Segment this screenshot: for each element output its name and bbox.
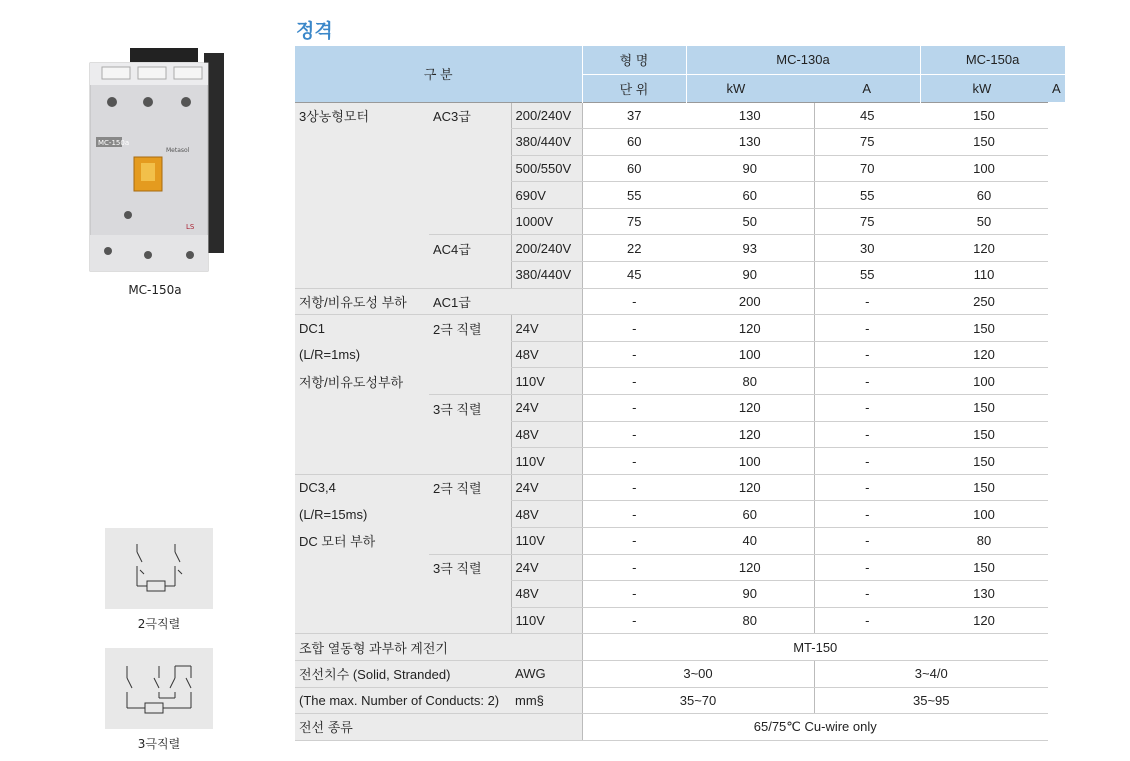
row-voltage: 24V [511, 474, 582, 501]
table-row [295, 528, 1065, 555]
value-a-150: 150 [920, 102, 1048, 129]
row-voltage: 110V [511, 528, 582, 555]
section-heading: 정격 [296, 20, 333, 42]
row-category: (L/R=15ms) [295, 501, 429, 528]
value-a-150: 250 [920, 288, 1048, 315]
header-unit-a-1: A [814, 74, 920, 102]
row-category [295, 448, 429, 475]
header-unit-kw-2: kW [920, 74, 1048, 102]
row-class [429, 262, 511, 289]
value-a-150: 100 [920, 368, 1048, 395]
value-kw-150: - [814, 554, 920, 581]
value-a-150: 100 [920, 501, 1048, 528]
row-voltage: 200/240V [511, 235, 582, 262]
row-voltage: 380/440V [511, 262, 582, 289]
table-row [295, 581, 1065, 608]
header-category: 구 분 [295, 46, 582, 102]
value-a-150: 100 [920, 155, 1048, 182]
row-category: (L/R=1ms) [295, 341, 429, 368]
value-kw-130: 45 [582, 262, 686, 289]
value-a-130: 120 [686, 554, 814, 581]
value-kw-150: - [814, 421, 920, 448]
row-category [295, 155, 429, 182]
value-a-150: 150 [920, 395, 1048, 422]
table-row [295, 235, 1065, 262]
value-a-150: 130 [920, 581, 1048, 608]
row-category: DC3,4 [295, 474, 429, 501]
row-voltage: 24V [511, 395, 582, 422]
product-brand-text: Metasol [166, 147, 190, 154]
table-row [295, 607, 1065, 634]
three-pole-series-diagram [105, 648, 213, 729]
value-kw-150: - [814, 528, 920, 555]
wire-size-note: (The max. Number of Conducts: 2) [295, 687, 511, 714]
header-unit-kw-1: kW [686, 74, 814, 102]
value-kw-150: 45 [814, 102, 920, 129]
value-a-130: 120 [686, 395, 814, 422]
table-row [295, 262, 1065, 289]
value-a-130: 200 [686, 288, 814, 315]
row-class [429, 607, 511, 634]
row-category: 저항/비유도성부하 [295, 368, 429, 395]
value-kw-150: - [814, 581, 920, 608]
row-category [295, 208, 429, 235]
rating-spec-table [295, 46, 1065, 741]
value-kw-150: 75 [814, 129, 920, 156]
row-class [429, 182, 511, 209]
value-a-130: 120 [686, 315, 814, 342]
table-row [295, 208, 1065, 235]
relay-row [295, 634, 1065, 661]
table-row [295, 395, 1065, 422]
value-kw-130: - [582, 341, 686, 368]
value-kw-150: - [814, 288, 920, 315]
row-class [429, 581, 511, 608]
row-class: AC1급 [429, 288, 511, 315]
value-a-130: 100 [686, 448, 814, 475]
value-kw-130: - [582, 528, 686, 555]
value-kw-150: - [814, 607, 920, 634]
row-category [295, 129, 429, 156]
row-category [295, 235, 429, 262]
row-category [295, 182, 429, 209]
wire-type-value: 65/75℃ Cu-wire only [582, 714, 1048, 741]
value-kw-150: 70 [814, 155, 920, 182]
wire-size-awg-150: 3~4/0 [814, 660, 1048, 687]
table-row [295, 474, 1065, 501]
left-panel [0, 0, 290, 761]
value-kw-130: - [582, 581, 686, 608]
header-model-2: MC-150a [920, 46, 1065, 74]
contactor-product-image [86, 45, 226, 275]
value-a-130: 120 [686, 421, 814, 448]
wire-type-label: 전선 종류 [295, 714, 582, 741]
value-a-130: 80 [686, 607, 814, 634]
value-kw-150: - [814, 448, 920, 475]
product-label-text: MC-150a [98, 139, 130, 147]
wire-size-row-mm [295, 687, 1065, 714]
value-kw-150: - [814, 474, 920, 501]
row-class [429, 448, 511, 475]
row-voltage: 690V [511, 182, 582, 209]
row-voltage: 24V [511, 315, 582, 342]
row-class: 3극 직렬 [429, 395, 511, 422]
table-row [295, 368, 1065, 395]
wire-size-unit-mm: mm§ [511, 687, 582, 714]
wire-size-awg-130: 3~00 [582, 660, 814, 687]
value-a-150: 150 [920, 315, 1048, 342]
row-category [295, 554, 429, 581]
row-voltage: 48V [511, 581, 582, 608]
row-voltage: 110V [511, 448, 582, 475]
value-a-150: 50 [920, 208, 1048, 235]
table-row [295, 155, 1065, 182]
value-a-150: 80 [920, 528, 1048, 555]
row-voltage: 500/550V [511, 155, 582, 182]
value-kw-130: - [582, 315, 686, 342]
header-row-models [295, 46, 1065, 74]
row-class: 3극 직렬 [429, 554, 511, 581]
value-a-150: 150 [920, 448, 1048, 475]
value-kw-130: - [582, 607, 686, 634]
value-a-130: 50 [686, 208, 814, 235]
product-logo-text: LS [186, 223, 195, 231]
value-kw-150: - [814, 341, 920, 368]
header-unit-label: 단 위 [582, 74, 686, 102]
table-row [295, 554, 1065, 581]
row-class [429, 341, 511, 368]
value-a-150: 110 [920, 262, 1048, 289]
value-a-150: 120 [920, 235, 1048, 262]
diagram2-caption: 3극직렬 [137, 737, 181, 751]
header-model-label: 형 명 [582, 46, 686, 74]
row-class [429, 421, 511, 448]
header-unit-a-2: A [1048, 74, 1065, 102]
table-row [295, 421, 1065, 448]
two-pole-series-diagram [105, 528, 213, 609]
row-category: DC1 [295, 315, 429, 342]
wire-size-unit-awg: AWG [511, 660, 582, 687]
table-row [295, 102, 1065, 129]
value-kw-130: 60 [582, 155, 686, 182]
row-category: 3상농형모터 [295, 102, 429, 129]
row-class: AC3급 [429, 102, 511, 129]
row-class [429, 368, 511, 395]
table-row [295, 288, 1065, 315]
row-voltage: 110V [511, 607, 582, 634]
value-a-130: 130 [686, 129, 814, 156]
row-voltage: 200/240V [511, 102, 582, 129]
row-voltage: 48V [511, 341, 582, 368]
row-class [429, 501, 511, 528]
row-class: 2극 직렬 [429, 315, 511, 342]
row-voltage [511, 288, 582, 315]
value-kw-130: - [582, 448, 686, 475]
wire-type-row [295, 714, 1065, 741]
value-kw-150: 55 [814, 262, 920, 289]
value-kw-130: 60 [582, 129, 686, 156]
value-kw-150: - [814, 368, 920, 395]
value-kw-150: 75 [814, 208, 920, 235]
table-row [295, 315, 1065, 342]
table-row [295, 501, 1065, 528]
value-a-130: 130 [686, 102, 814, 129]
value-a-130: 90 [686, 155, 814, 182]
value-a-130: 60 [686, 501, 814, 528]
value-a-150: 150 [920, 129, 1048, 156]
row-voltage: 48V [511, 501, 582, 528]
product-caption: MC-150a [128, 283, 182, 297]
wire-size-label: 전선치수 (Solid, Stranded) [295, 660, 511, 687]
wire-size-row-awg [295, 660, 1065, 687]
value-a-150: 60 [920, 182, 1048, 209]
table-row [295, 341, 1065, 368]
value-kw-130: - [582, 395, 686, 422]
value-kw-130: - [582, 554, 686, 581]
row-category: DC 모터 부하 [295, 528, 429, 555]
value-a-130: 60 [686, 182, 814, 209]
value-kw-150: 55 [814, 182, 920, 209]
value-a-130: 80 [686, 368, 814, 395]
row-category [295, 421, 429, 448]
value-kw-130: - [582, 421, 686, 448]
row-class: 2극 직렬 [429, 474, 511, 501]
row-voltage: 110V [511, 368, 582, 395]
relay-label: 조합 열동형 과부하 계전기 [295, 634, 582, 661]
value-kw-130: 37 [582, 102, 686, 129]
row-class [429, 528, 511, 555]
value-kw-130: - [582, 474, 686, 501]
value-a-150: 120 [920, 341, 1048, 368]
value-a-130: 40 [686, 528, 814, 555]
value-a-150: 150 [920, 474, 1048, 501]
row-category [295, 395, 429, 422]
row-voltage: 48V [511, 421, 582, 448]
value-kw-150: - [814, 395, 920, 422]
row-category [295, 581, 429, 608]
wire-size-mm-150: 35~95 [814, 687, 1048, 714]
wire-size-mm-130: 35~70 [582, 687, 814, 714]
header-model-1: MC-130a [686, 46, 920, 74]
row-voltage: 1000V [511, 208, 582, 235]
row-class: AC4급 [429, 235, 511, 262]
value-kw-130: 55 [582, 182, 686, 209]
diagram1-caption: 2극직렬 [137, 617, 181, 631]
row-class [429, 129, 511, 156]
value-kw-130: 75 [582, 208, 686, 235]
table-row [295, 129, 1065, 156]
row-category [295, 607, 429, 634]
value-kw-130: - [582, 288, 686, 315]
table-row [295, 448, 1065, 475]
value-a-130: 90 [686, 262, 814, 289]
value-kw-150: 30 [814, 235, 920, 262]
value-a-130: 120 [686, 474, 814, 501]
row-category [295, 262, 429, 289]
value-a-130: 93 [686, 235, 814, 262]
value-kw-130: - [582, 368, 686, 395]
row-voltage: 24V [511, 554, 582, 581]
table-row [295, 182, 1065, 209]
value-kw-150: - [814, 501, 920, 528]
value-a-130: 90 [686, 581, 814, 608]
value-a-150: 150 [920, 421, 1048, 448]
value-a-150: 120 [920, 607, 1048, 634]
value-a-150: 150 [920, 554, 1048, 581]
row-class [429, 155, 511, 182]
value-kw-130: - [582, 501, 686, 528]
value-kw-150: - [814, 315, 920, 342]
value-kw-130: 22 [582, 235, 686, 262]
row-class [429, 208, 511, 235]
value-a-130: 100 [686, 341, 814, 368]
relay-value: MT-150 [582, 634, 1048, 661]
row-category: 저항/비유도성 부하 [295, 288, 429, 315]
row-voltage: 380/440V [511, 129, 582, 156]
